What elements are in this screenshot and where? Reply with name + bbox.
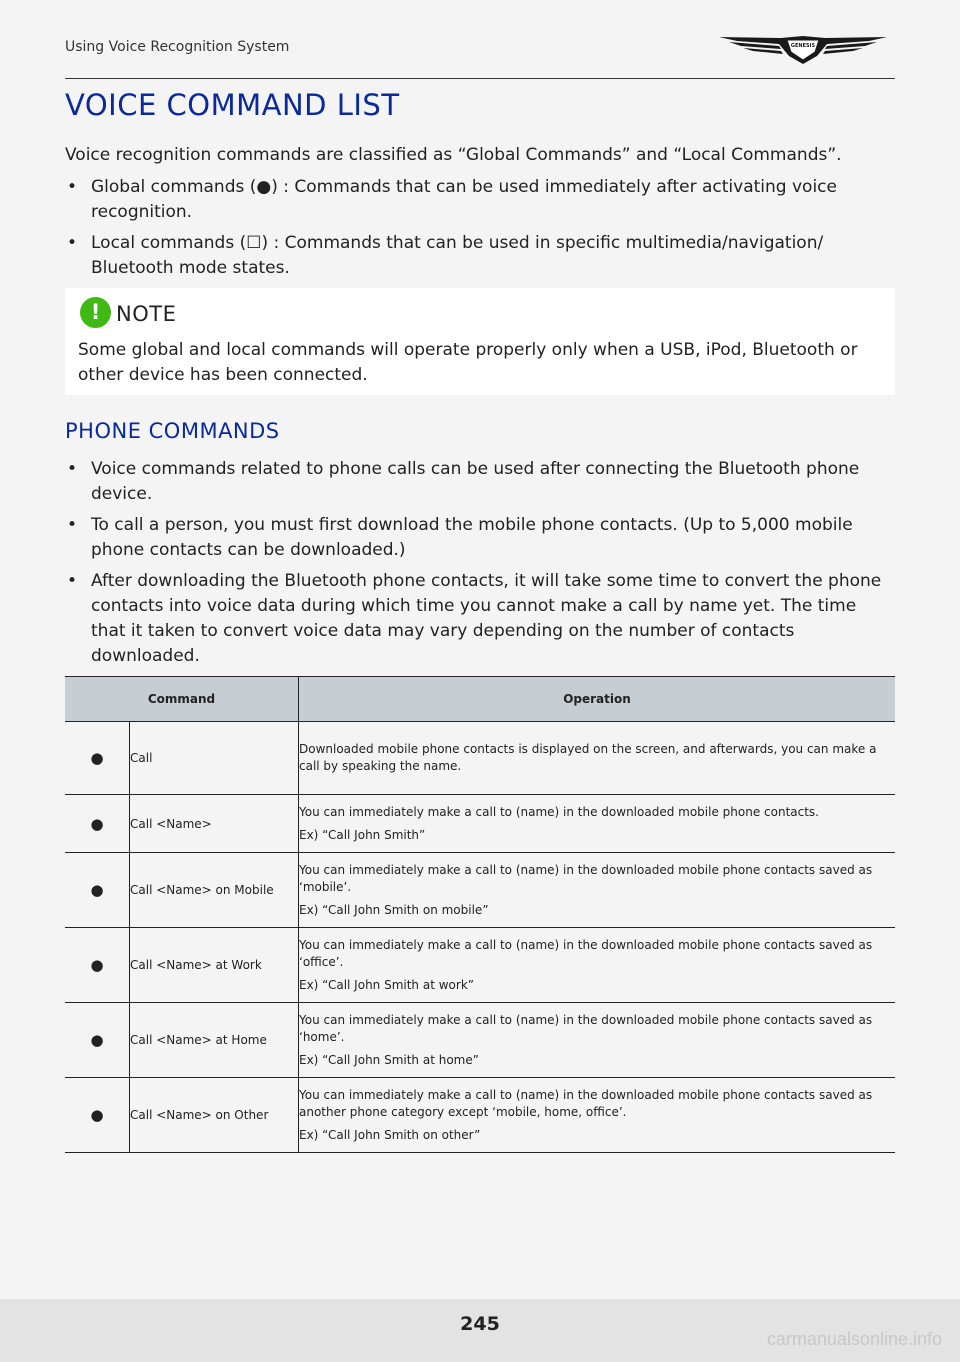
operation-example: Ex) “Call John Smith on other”: [299, 1127, 481, 1142]
note-title: NOTE: [116, 302, 177, 326]
section-name: Using Voice Recognition System: [65, 39, 290, 55]
operation-example: Ex) “Call John Smith”: [299, 827, 426, 842]
page-header: [65, 30, 895, 79]
command-cell: Call <Name> at Work: [130, 928, 299, 1003]
global-command-marker: ●: [65, 722, 130, 795]
note-text: Some global and local commands will operate properly only when a USB, iPod, Bluetooth or other device has been connected.: [78, 340, 858, 385]
operation-cell: [299, 795, 896, 853]
table-row: [65, 1078, 895, 1153]
page-number: 245: [460, 1313, 500, 1335]
page-footer: [0, 1299, 960, 1362]
command-cell: Call <Name>: [130, 795, 299, 853]
operation-example: Ex) “Call John Smith at home”: [299, 1052, 479, 1067]
table-row: [65, 722, 895, 795]
operation-text: You can immediately make a call to (name) in the downloaded mobile phone contacts.: [299, 804, 819, 819]
operation-cell: [299, 722, 896, 795]
operation-example: Ex) “Call John Smith on mobile”: [299, 902, 489, 917]
command-cell: Call <Name> at Home: [130, 1003, 299, 1078]
operation-example: Ex) “Call John Smith at work”: [299, 977, 474, 992]
operation-text: You can immediately make a call to (name) in the downloaded mobile phone contacts saved as another phone category except ‘mobile, home, office’.: [299, 1087, 873, 1119]
operation-cell: [299, 1078, 896, 1153]
global-command-marker: ●: [65, 1078, 130, 1153]
table-row: [65, 795, 895, 853]
global-command-marker: ●: [65, 795, 130, 853]
watermark: carmanualsonline.info: [766, 1329, 942, 1349]
operation-text: Downloaded mobile phone contacts is displayed on the screen, and afterwards, you can make a call by speaking the name.: [299, 742, 877, 773]
phone-bullet-list: [65, 457, 895, 675]
column-header-operation: Operation: [299, 677, 896, 722]
operation-text: You can immediately make a call to (name) in the downloaded mobile phone contacts saved as ‘home’.: [299, 1012, 873, 1044]
note-box: [65, 288, 895, 395]
operation-text: You can immediately make a call to (name) in the downloaded mobile phone contacts saved as ‘mobile’.: [299, 862, 873, 894]
logo-text: GENESIS: [790, 43, 816, 49]
command-type-list: [65, 175, 895, 287]
operation-text: You can immediately make a call to (name) in the downloaded mobile phone contacts saved as ‘office’.: [299, 937, 873, 969]
global-command-marker: ●: [65, 1003, 130, 1078]
list-item: • Global commands (●) : Commands that can be used immediately after activating voice recognition.: [65, 175, 895, 225]
global-command-marker: ●: [65, 853, 130, 928]
table-header-row: [65, 677, 895, 722]
genesis-logo: [719, 30, 887, 70]
table-row: [65, 928, 895, 1003]
page-title: VOICE COMMAND LIST: [65, 88, 400, 122]
command-cell: Call <Name> on Other: [130, 1078, 299, 1153]
column-header-command: Command: [65, 677, 299, 722]
list-item: • After downloading the Bluetooth phone contacts, it will take some time to convert the phone contacts into voice data during which time you cannot make a call by name yet. The time that it taken to convert voice data may vary depending on the number of contacts downloaded.: [65, 569, 895, 669]
operation-cell: [299, 928, 896, 1003]
intro-text: Voice recognition commands are classified as “Global Commands” and “Local Commands”.: [65, 145, 842, 165]
command-cell: Call: [130, 722, 299, 795]
table-row: [65, 853, 895, 928]
table-row: [65, 1003, 895, 1078]
operation-cell: [299, 1003, 896, 1078]
section-title: PHONE COMMANDS: [65, 419, 280, 443]
command-cell: Call <Name> on Mobile: [130, 853, 299, 928]
exclamation-icon: !: [80, 297, 111, 328]
list-item: • Voice commands related to phone calls can be used after connecting the Bluetooth phone device.: [65, 457, 895, 507]
operation-cell: [299, 853, 896, 928]
list-item: • To call a person, you must first download the mobile phone contacts. (Up to 5,000 mobile phone contacts can be downloaded.): [65, 513, 895, 563]
list-item: • Local commands (☐) : Commands that can be used in specific multimedia/navigation/ Bluetooth mode states.: [65, 231, 895, 281]
command-table: [65, 676, 895, 1153]
global-command-marker: ●: [65, 928, 130, 1003]
